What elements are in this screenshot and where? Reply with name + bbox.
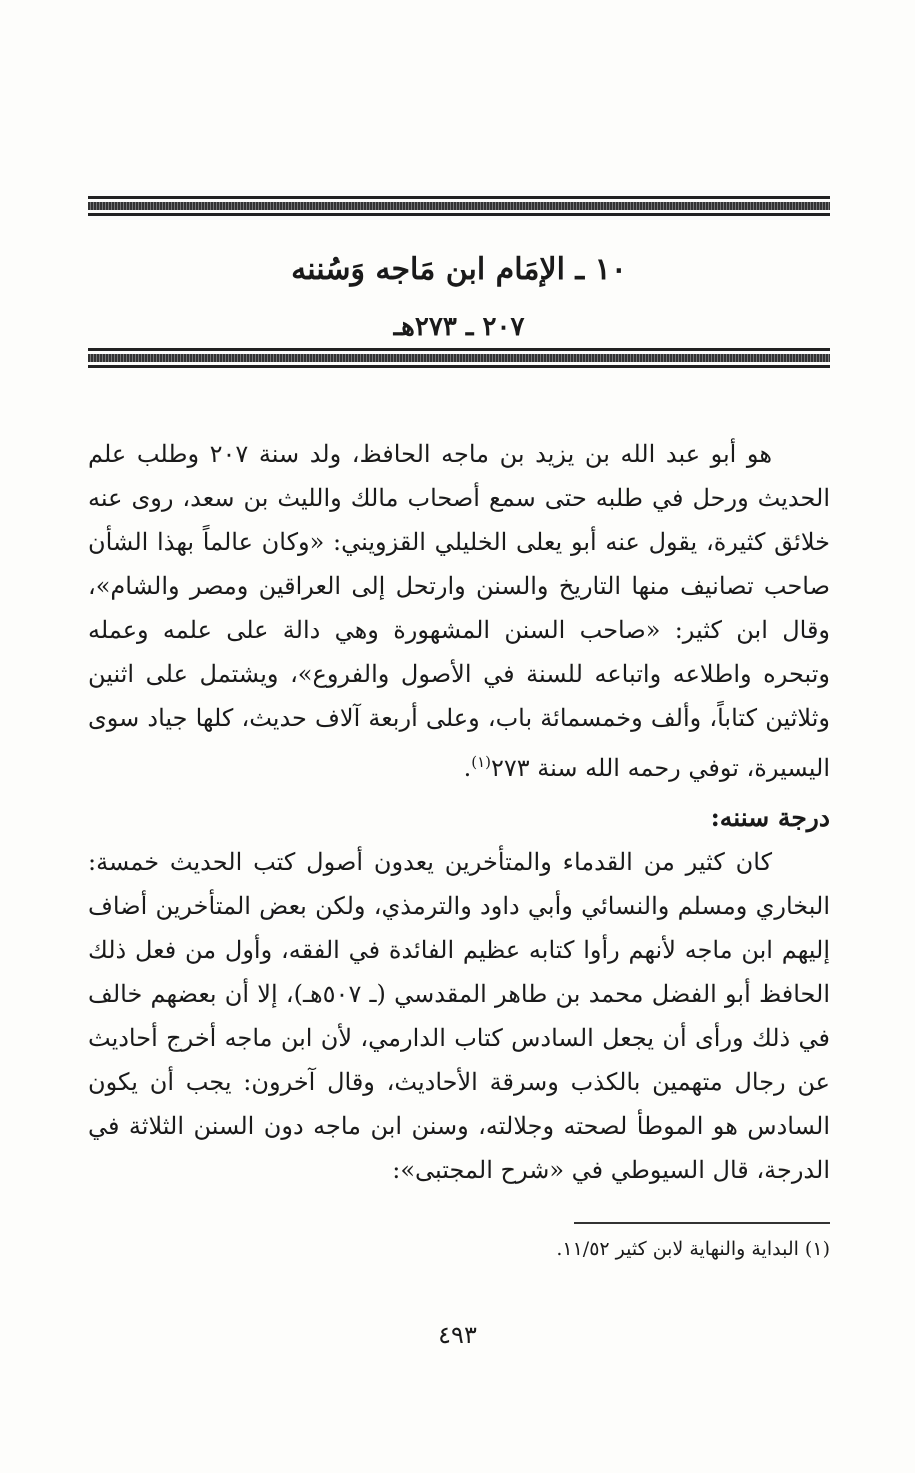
footnote-reference: (١) <box>471 753 491 771</box>
biography-text: هو أبو عبد الله بن يزيد بن ماجه الحافظ، ولد سنة ٢٠٧ وطلب علم الحديث ورحل في طلبه حتى سمع أصحاب مالك والليث بن سعد، روى عنه خلائق كثيرة، يقول عنه أبو يعلى الخليلي القزويني: «وكان عالماً بهذا الشأن صاحب تصانيف منها التاريخ والسنن وارتحل إلى العراقين ومصر والشام»، وقال ابن كثير: «صاحب السنن المشهورة وهي دالة على علمه وعمله وتبحره واطلاعه واتباعه للسنة في الأصول والفروع»، ويشتمل على اثنين وثلاثين كتاباً، وألف وخمسمائة باب، وعلى أربعة آلاف حديث، كلها جياد سوى اليسيرة، توفي رحمه الله سنة ٢٧٣ <box>88 440 830 782</box>
footnote-separator <box>574 1222 830 1224</box>
section-heading: درجة سننه: <box>710 803 830 832</box>
header-top-rule <box>88 196 830 219</box>
chapter-title: ١٠ ـ الإمَام ابن مَاجه وَسُننه <box>291 252 627 287</box>
rank-paragraph: كان كثير من القدماء والمتأخرين يعدون أصول كتب الحديث خمسة: البخاري ومسلم والنسائي وأبي داود والترمذي، ولكن بعض المتأخرين أضاف إليهم ابن ماجه لأنهم رأوا كتابه عظيم الفائدة في الفقه، وأول من فعل ذلك الحافظ أبو الفضل محمد بن طاهر المقدسي (ـ ٥٠٧هـ)، إلا أن بعضهم خالف في ذلك ورأى أن يجعل السادس كتاب الدارمي، لأن ابن ماجه أخرج أحاديث عن رجال متهمين بالكذب وسرقة الأحاديث، وقال آخرون: يجب أن يكون السادس هو الموطأ لصحته وجلالته، وسنن ابن ماجه دون السنن الثلاثة في الدرجة، قال السيوطي في «شرح المجتبى»: <box>88 848 830 1184</box>
page-number: ٤٩٣ <box>438 1321 477 1349</box>
footnote: (١) البداية والنهاية لابن كثير ١١/٥٢. <box>556 1238 830 1260</box>
header-bottom-rule <box>88 348 830 371</box>
chapter-dates: ٢٠٧ ـ ٢٧٣هـ <box>393 312 525 342</box>
biography-text-end: . <box>463 754 472 782</box>
biography-paragraph <box>88 432 830 790</box>
